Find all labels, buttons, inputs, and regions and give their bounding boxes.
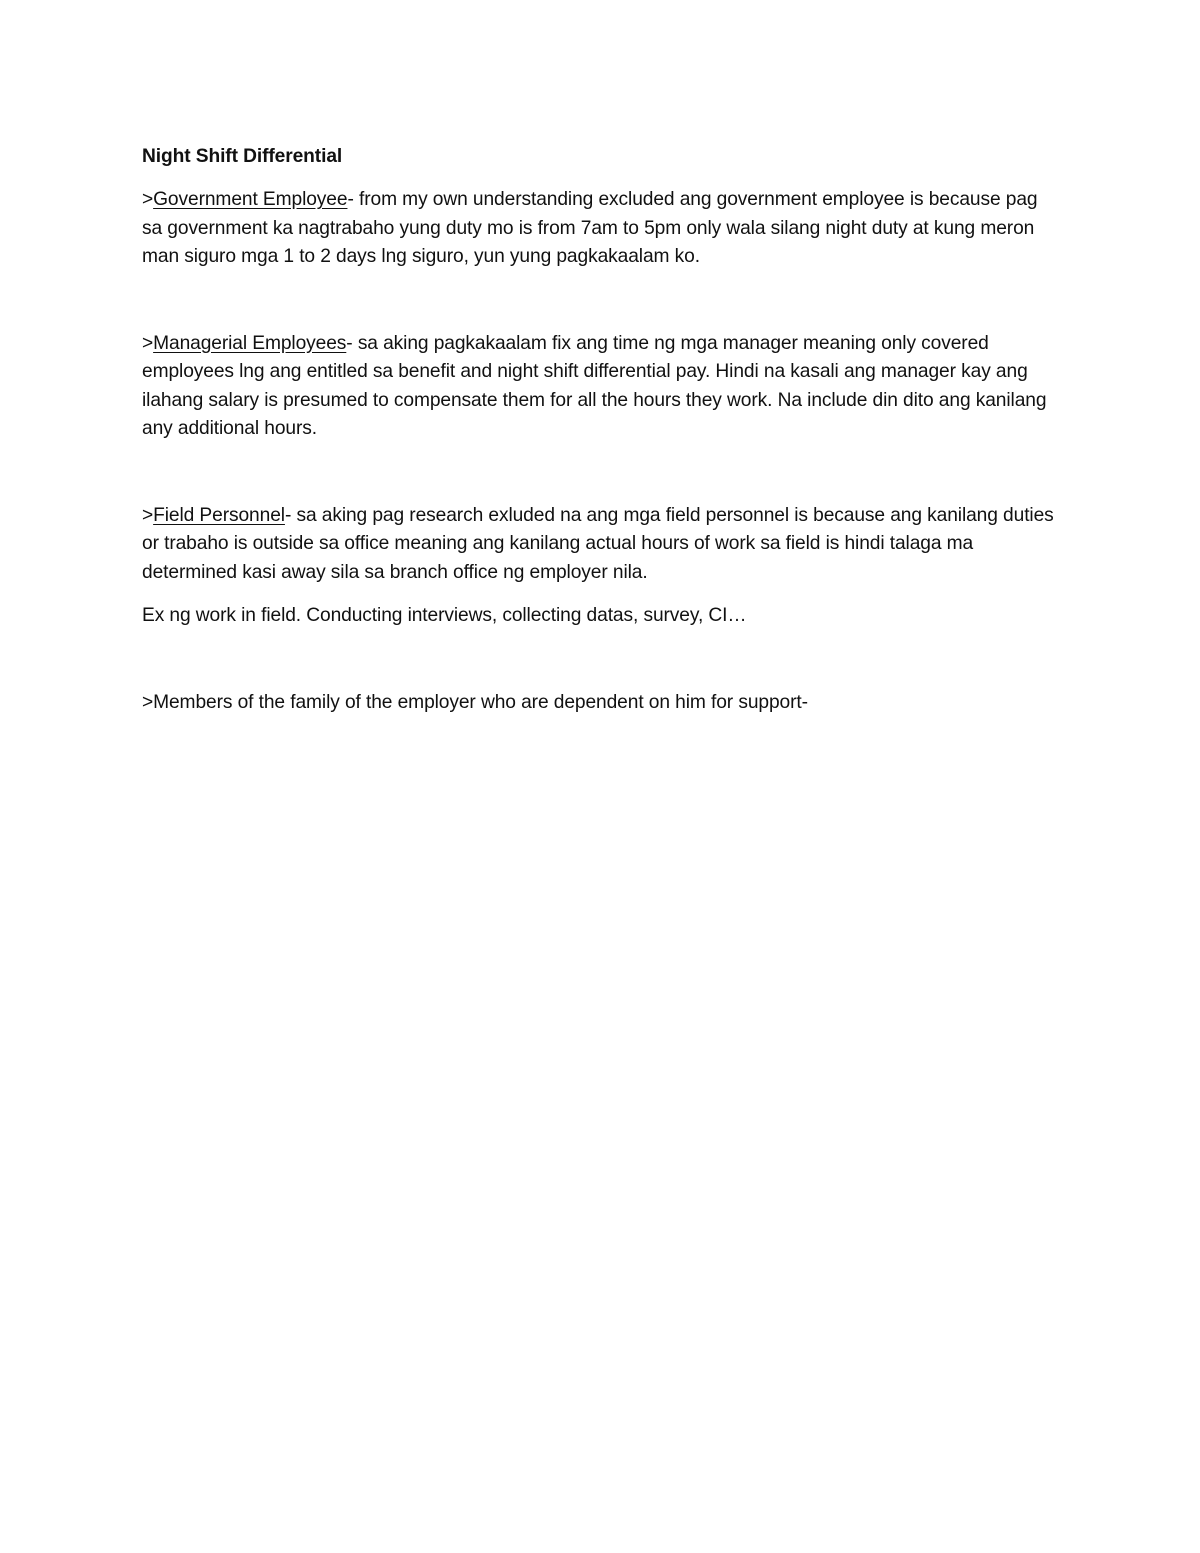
spacer: [142, 272, 1062, 330]
section-field-personnel: [142, 502, 1062, 588]
section-prefix: >: [142, 332, 154, 354]
section-prefix: >: [142, 189, 154, 210]
section-government-employee: [142, 186, 1062, 272]
section-text: - from my own understanding excluded ang government employee is because pag sa government ka nagtrabaho yung duty mo is from 7am to 5pm only wala silang night duty at kung meron man siguro mga 1 to 2 days lng siguro, yun yung pagkakaalam ko.: [142, 189, 1038, 267]
section-text: - sa aking pag research exluded na ang mga field personnel is because ang kanilang duties or trabaho is outside sa office meaning ang kanilang actual hours of work sa field is hindi talaga ma determined kasi away sila sa branch office ng employer nila.: [142, 504, 1054, 583]
spacer: [142, 587, 1062, 602]
document-title: Night Shift Differential: [142, 146, 343, 167]
section-text: - sa aking pagkakaalam fix ang time ng mga manager meaning only covered employees lng ang entitled sa benefit and night shift differential pay. Hindi na kasali ang manager kay ang ilahang salary is presumed to compensate them for all the hours they work. Na include din dito ang kanilang any additional hours.: [142, 332, 1047, 439]
section-prefix: >: [142, 504, 154, 526]
document-body: [142, 143, 1062, 717]
section-family-members: >Members of the family of the employer who are dependent on him for support-: [142, 691, 808, 713]
term-managerial-employees: Managerial Employees: [153, 332, 347, 354]
spacer: [142, 631, 1062, 689]
section-managerial-employees: [142, 330, 1062, 444]
term-government-employee: Government Employee: [153, 189, 348, 210]
spacer: [142, 444, 1062, 502]
term-field-personnel: Field Personnel: [153, 504, 285, 526]
field-work-example: Ex ng work in field. Conducting interviews, collecting datas, survey, CI…: [142, 605, 747, 626]
